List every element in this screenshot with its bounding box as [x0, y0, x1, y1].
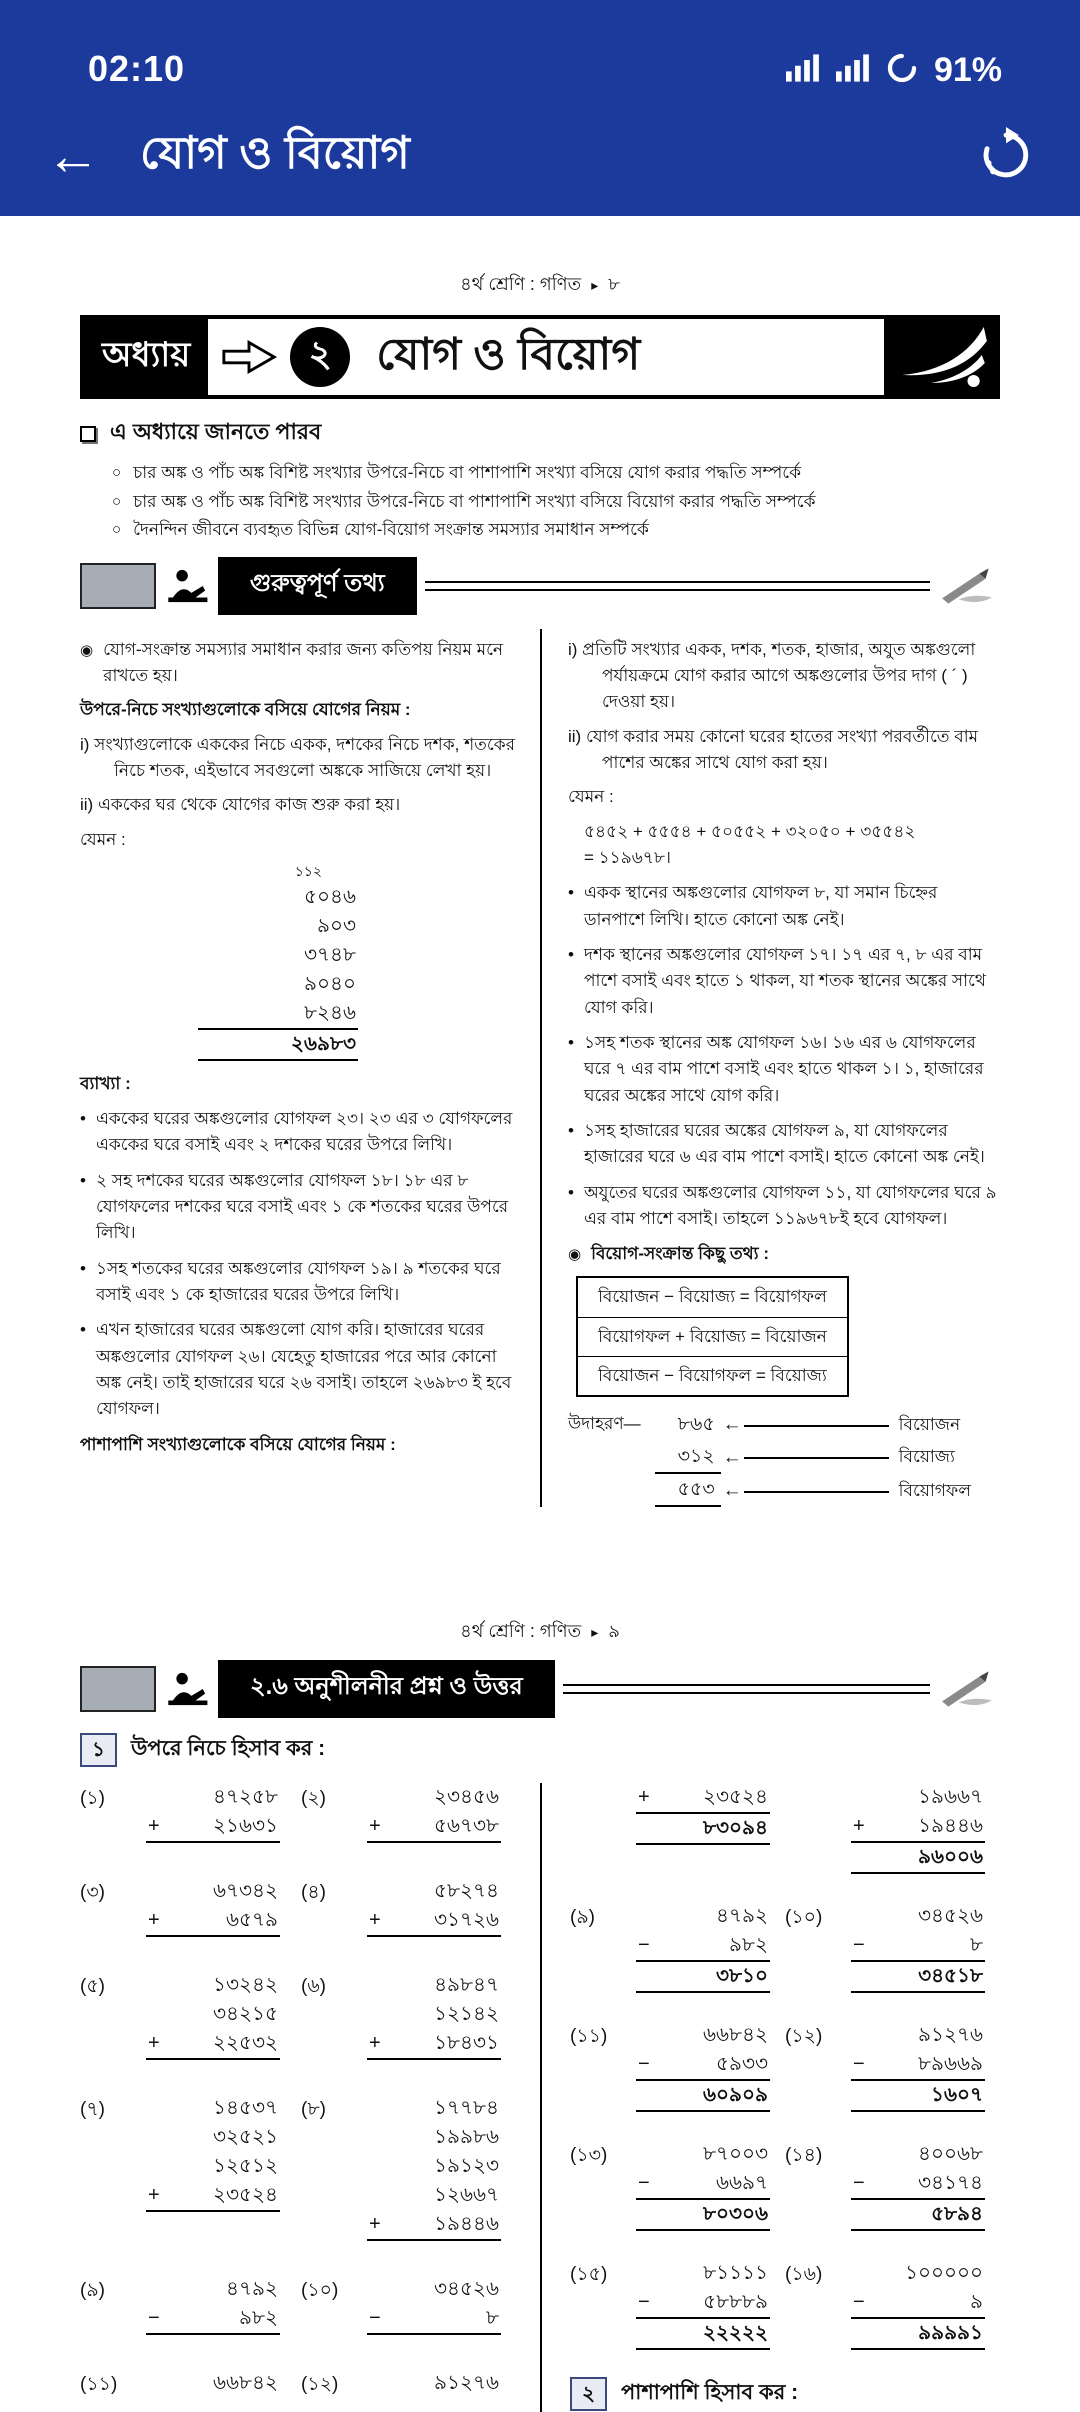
equation-result: = ১১৯৬৭৮।: [584, 847, 671, 867]
number-row: − ৫৮৮৮৯: [636, 2288, 770, 2319]
result-row: ৯৬০০৬: [851, 1843, 985, 1874]
math-problem: [785, 2259, 1000, 2350]
number-row: ৩৪২১৫: [213, 2003, 278, 2026]
bullet-icon: •: [568, 1182, 574, 1202]
problems-left-half: [80, 1783, 540, 2412]
problem-number: [570, 1783, 628, 1784]
number-row: ১৯১২৩: [434, 2155, 499, 2178]
number-row: − ৫৯৩৩: [636, 2050, 770, 2081]
reading-person-icon: [166, 1670, 212, 1708]
exercise-number-badge: ১: [80, 1733, 117, 1767]
exercise-2-heading: ২ পাশাপাশি হিসাব কর :: [570, 2350, 1000, 2411]
data-saver-icon: [886, 52, 918, 89]
book-title: ৪র্থ শ্রেণি : গণিত: [460, 1621, 582, 1642]
page-number: ৮: [608, 274, 620, 294]
operator-sign: −: [853, 1934, 865, 1957]
page-2: [80, 1617, 1000, 2412]
number-stack: [636, 2021, 770, 2112]
reading-person-icon: [166, 567, 212, 605]
list-item: • অযুতের ঘরের অঙ্কগুলোর যোগফল ১১, যা যোগফলের ঘরে ৯ এর বাম পাশে বসাই। তাহলে ১১৯৬৭৮ই হবে যোগফল।: [568, 1180, 1000, 1233]
number-row: + ২৩৫২৪: [146, 2181, 280, 2212]
chapter-title: যোগ ও বিয়োগ: [376, 329, 641, 379]
problem-number: (১০): [785, 1907, 823, 1929]
number-stack: [367, 2275, 501, 2335]
section-title: গুরুত্বপূর্ণ তথ্য: [218, 557, 417, 615]
bullet-icon: •: [80, 1258, 86, 1278]
left-arrow-icon: ←: [721, 1442, 889, 1473]
number-row: ১২৫১২: [213, 2155, 278, 2178]
math-problem: [570, 2021, 785, 2112]
number-stack: [636, 2140, 770, 2231]
block-arrow-icon: [220, 337, 278, 377]
math-problem: [80, 2369, 301, 2402]
math-problem: [301, 2094, 522, 2241]
number-row: ৮১১১১: [703, 2262, 768, 2285]
number-stack: [851, 2021, 985, 2112]
rotate-icon: [978, 127, 1034, 186]
status-icons: [786, 51, 1002, 90]
publisher-emblem-icon: [884, 319, 996, 395]
problem-number: (১১): [80, 2374, 118, 2396]
operator-sign: −: [638, 2053, 650, 2076]
problem-number: (৯): [570, 1907, 595, 1929]
number-row: − ৮: [851, 1931, 985, 1962]
operator-sign: −: [853, 2172, 865, 2195]
explanation-list: [80, 1106, 516, 1423]
number-row: ১৯৯৮৬: [434, 2126, 499, 2149]
bullet-icon: •: [568, 1032, 574, 1052]
equation: ৫৪৫২ + ৫৫৫৪ + ৫০৫৫২ + ৩২০৫০ + ৩৫৫৪২: [584, 821, 916, 841]
number-stack: [367, 1783, 501, 1843]
number-stack: [146, 1971, 280, 2060]
carry-digits: ১১২: [294, 862, 322, 879]
example-label: যেমন :: [568, 787, 614, 807]
two-column-text: [80, 629, 1000, 1508]
bullet-icon: •: [80, 1320, 86, 1340]
problem-number: (৭): [80, 2099, 106, 2121]
subtraction-formulas: [576, 1276, 849, 1397]
number-row: ৩৭৪৮: [304, 943, 356, 966]
exercise-1-heading: ১ উপরে নিচে হিসাব কর :: [80, 1732, 1000, 1767]
number-row: + ৩১৭২৬: [367, 1906, 501, 1937]
intro-item: ○ চার অঙ্ক ও পাঁচ অঙ্ক বিশিষ্ট সংখ্যার উপরে-নিচে বা পাশাপাশি সংখ্যা বসিয়ে যোগ করার পদ্ধতি সম্পর্কে: [112, 460, 1000, 486]
math-problem: [570, 2140, 785, 2231]
fisheye-bullet-icon: ◉: [568, 1246, 582, 1264]
number-row: − ৬৬৯৭: [636, 2169, 770, 2200]
problems-area: [80, 1783, 1000, 2412]
number-stack: [146, 2369, 280, 2398]
chapter-banner: [80, 315, 1000, 399]
operator-sign: −: [369, 2307, 381, 2330]
number-row: ১৯৬৬৭: [918, 1786, 983, 1809]
math-problem: [301, 2369, 522, 2402]
number-stack: [851, 1783, 985, 1874]
number-row: ৫০৪৬: [304, 885, 356, 908]
number-row: ৩৪৫২৬: [918, 1905, 983, 1928]
status-bar: [0, 0, 1080, 96]
math-problem: [785, 1902, 1000, 1993]
number-row: ৯১২৭৬: [918, 2024, 983, 2047]
book-title: ৪র্থ শ্রেণি : গণিত: [460, 274, 582, 294]
result-row: ২৬৯৮৩: [198, 1030, 358, 1061]
math-problem: [785, 1783, 1000, 1874]
explanation-list: [568, 880, 1000, 1232]
chapter-label: অধ্যায়: [84, 319, 208, 395]
list-item: • ১সহ শতক স্থানের অঙ্ক যোগফল ১৬। ১৬ এর ৬ যোগফলের ঘরে ৭ এর বাম পাশে বসাই এবং হাতে থাকল ১। ১, হাজারের ঘরের অঙ্কের সাথে যোগ করি।: [568, 1030, 1000, 1109]
checkbox-icon: [80, 426, 96, 442]
result-row: ৮০৩০৬: [636, 2200, 770, 2231]
battery-percent: 91%: [933, 51, 1002, 89]
intro-heading: এ অধ্যায়ে জানতে পারব: [80, 415, 1000, 452]
list-item: • ১সহ হাজারের ঘরের অঙ্কের যোগফল ৯, যা যোগফলের হাজারের ঘরে ৬ এর বাম পাশে বসাই। হাতে কোনো অঙ্ক নেই।: [568, 1118, 1000, 1171]
bullet-icon: •: [80, 1170, 86, 1190]
number-row: ১৪৫৩৭: [213, 2097, 278, 2120]
operator-sign: +: [369, 1815, 381, 1838]
number-row: − ৮৯৬৬৯: [851, 2050, 985, 2081]
page-title: যোগ ও বিয়োগ: [140, 126, 410, 178]
page-marker-icon: ▸: [591, 277, 599, 293]
list-item: • একক স্থানের অঙ্কগুলোর যোগফল ৮, যা সমান চিহ্নের ডানপাশে লিখি। হাতে কোনো অঙ্ক নেই।: [568, 880, 1000, 933]
addition-example: [198, 861, 516, 1061]
operator-sign: +: [148, 2032, 160, 2055]
problems-right-half: [540, 1783, 1000, 2412]
app-bar: [0, 96, 1080, 216]
formula: বিয়োজন − বিয়োগফল = বিয়োজ্য: [598, 1366, 827, 1386]
subtraction-row: [655, 1409, 971, 1440]
operator-sign: −: [638, 1934, 650, 1957]
rule-line: [425, 581, 930, 591]
operator-sign: −: [853, 2053, 865, 2076]
number-stack: [367, 1877, 501, 1937]
clock: 02:10: [88, 48, 186, 89]
number-row: ৬৭৩৪২: [213, 1880, 278, 1903]
number-row: ১২৬৬৭: [434, 2184, 499, 2207]
explanation-heading: ব্যাখ্যা :: [80, 1073, 131, 1093]
back-button[interactable]: ←: [46, 126, 100, 186]
operator-sign: −: [638, 2172, 650, 2195]
number-stack: [636, 1902, 770, 1993]
number-row: − ৮: [367, 2304, 501, 2335]
problem-number: (৫): [80, 1976, 105, 1998]
circle-bullet-icon: ○: [112, 464, 122, 481]
number-stack: [367, 2094, 501, 2241]
number-stack: [851, 2140, 985, 2231]
problem-number: (৮): [301, 2099, 326, 2121]
gray-block: [80, 563, 156, 609]
number-row: ৪৭৯২: [716, 1905, 768, 1928]
exercise-number-badge: ২: [570, 2377, 607, 2411]
subtraction-info-heading: ◉ বিয়োগ-সংক্রান্ত কিছু তথ্য :: [568, 1241, 1000, 1268]
number-row: − ৯৮২: [146, 2304, 280, 2335]
result-row: ৬০৯০৯: [636, 2081, 770, 2112]
math-problem: [785, 2021, 1000, 2112]
list-item: • ২ সহ দশকের ঘরের অঙ্কগুলোর যোগফল ১৮। ১৮ এর ৮ যোগফলের দশকের ঘরে বসাই এবং ১ কে শতকের ঘরের উপরে লিখি।: [80, 1168, 516, 1247]
rule-line: [563, 1684, 930, 1694]
number-row: ১২১৪২: [434, 2003, 499, 2026]
math-problem: [301, 1971, 522, 2060]
operator-sign: +: [369, 1909, 381, 1932]
page1-left-column: [80, 629, 540, 1508]
problem-number: (১৩): [570, 2145, 608, 2167]
operator-sign: +: [638, 1786, 650, 1809]
problem-number: (১৫): [570, 2264, 608, 2286]
page-marker-icon: ▸: [591, 1624, 599, 1641]
problem-number: (১): [80, 1788, 105, 1810]
number-row: − ৩৪১৭৪: [851, 2169, 985, 2200]
number-row: ৩৪৫২৬: [434, 2278, 499, 2301]
number-row: ৮২৪৬: [198, 999, 358, 1030]
rule-item: ii) এককের ঘর থেকে যোগের কাজ শুরু করা হয়।: [80, 795, 401, 815]
left-arrow-icon: ←: [721, 1409, 889, 1440]
number-row: + ৬৫৭৯: [146, 1906, 280, 1937]
number-row: ৪৯৮৪৭: [434, 1974, 499, 1997]
example-label: যেমন :: [80, 829, 126, 849]
gray-block: [80, 1666, 156, 1712]
operator-sign: −: [638, 2291, 650, 2314]
number-stack: [146, 2275, 280, 2335]
math-problem: [570, 1783, 785, 1874]
number-row: + ২৩৫২৪: [636, 1783, 770, 1814]
result-row: ৯৯৯৯১: [851, 2319, 985, 2350]
fisheye-bullet-icon: ◉: [80, 641, 94, 659]
number-row: ৯০৪০: [304, 972, 356, 995]
number-row: + ২২৫৩২: [146, 2029, 280, 2060]
next-rule-heading: পাশাপাশি সংখ্যাগুলোকে বসিয়ে যোগের নিয়ম :: [80, 1434, 396, 1454]
term-label: বিয়োগফল: [898, 1480, 972, 1500]
result-row: ২২২২২: [636, 2319, 770, 2350]
number-stack: [146, 2094, 280, 2212]
math-problem: [570, 1902, 785, 1993]
math-problem: [570, 2259, 785, 2350]
problem-number: (১২): [785, 2026, 823, 2048]
section-title: ২.৬ অনুশীলনীর প্রশ্ন ও উত্তর: [218, 1660, 555, 1718]
number-stack: [146, 1877, 280, 1937]
number-stack: [146, 1783, 280, 1843]
subtraction-example: [568, 1409, 1000, 1507]
number-row: ৮৭০০৩: [703, 2143, 768, 2166]
number-stack: [367, 2369, 501, 2398]
math-problem: [301, 1877, 522, 1937]
number-row: + ১৯৪৪৬: [851, 1812, 985, 1843]
list-item: • এককের ঘরের অঙ্কগুলোর যোগফল ২৩। ২৩ এর ৩ যোগফলের এককের ঘরে বসাই এবং ২ দশকের ঘরের উপরে লিখি।: [80, 1106, 516, 1159]
term-label: বিয়োজ্য: [898, 1447, 955, 1467]
number-row: ২৩৪৫৬: [434, 1786, 499, 1809]
number-row: ৫৮২৭৪: [434, 1880, 499, 1903]
number-row: + ১৯৪৪৬: [367, 2210, 501, 2241]
number-row: ১০০০০০: [905, 2262, 983, 2285]
example-heading: উদাহরণ—: [568, 1414, 641, 1434]
intro-item: ○ দৈনন্দিন জীবনে ব্যবহৃত বিভিন্ন যোগ-বিয়োগ সংক্রান্ত সমস্যার সমাধান সম্পর্কে: [112, 517, 1000, 543]
rule-heading: উপরে-নিচে সংখ্যাগুলোকে বসিয়ে যোগের নিয়ম :: [80, 700, 411, 720]
circle-bullet-icon: ○: [112, 492, 122, 510]
rule-item: ii) যোগ করার সময় কোনো ঘরের হাতের সংখ্যা পরবর্তীতে বাম পাশের অঙ্কের সাথে যোগ করা হয়।: [568, 726, 979, 772]
page-2-running-head: [80, 1617, 1000, 1648]
rotate-button[interactable]: [978, 127, 1034, 186]
signal-icon: [786, 54, 820, 87]
document-viewer[interactable]: [0, 216, 1080, 2412]
subtraction-row: [655, 1441, 971, 1474]
operator-sign: −: [148, 2307, 160, 2330]
result-row: ৩৮১০: [636, 1962, 770, 1993]
formula: বিয়োগফল + বিয়োজ্য = বিয়োজন: [578, 1318, 847, 1357]
answers-grid: [570, 1783, 1000, 2350]
formula: বিয়োজন − বিয়োজ্য = বিয়োগফল: [578, 1278, 847, 1317]
problem-number: (১০): [301, 2280, 339, 2302]
page1-right-column: [540, 629, 1000, 1508]
subtraction-rows: [655, 1409, 971, 1507]
math-problem: [301, 1783, 522, 1843]
page-1: [80, 270, 1000, 1507]
section-bar-exercise: [80, 1662, 1000, 1716]
signal-icon-2: [836, 54, 870, 87]
number-row: ৩২৫২১: [213, 2126, 278, 2149]
number-stack: [198, 861, 516, 1061]
circle-bullet-icon: ○: [112, 521, 122, 538]
number-stack: [851, 2259, 985, 2350]
list-item: • দশক স্থানের অঙ্কগুলোর যোগফল ১৭। ১৭ এর ৭, ৮ এর বাম পাশে বসাই এবং হাতে ১ থাকল, যা শতক স্থানের অঙ্কের সাথে যোগ করি।: [568, 942, 1000, 1021]
term-label: বিয়োজন: [898, 1415, 961, 1435]
page-1-running-head: [80, 270, 1000, 301]
operator-sign: −: [853, 2291, 865, 2314]
number-stack: [636, 1783, 770, 1845]
number-row: ৪৭২৫৮: [213, 1786, 278, 1809]
left-arrow-icon: ←: [721, 1475, 889, 1506]
number-stack: [851, 1902, 985, 1993]
bullet-icon: •: [80, 1108, 86, 1128]
problem-number: (২): [301, 1788, 327, 1810]
math-problem: [80, 1877, 301, 1937]
problem-number: (৯): [80, 2280, 105, 2302]
lead-note: ◉ যোগ-সংক্রান্ত সমস্যার সমাধান করার জন্য কতিপয় নিয়ম মনে রাখতে হয়।: [80, 637, 516, 690]
operator-sign: +: [369, 2213, 381, 2236]
number-row: ৯১২৭৬: [434, 2372, 499, 2395]
number-stack: [636, 2259, 770, 2350]
number-row: + ২১৬৩১: [146, 1812, 280, 1843]
number-row: − ৯৮২: [636, 1931, 770, 1962]
result-row: ৫৮৯৪: [851, 2200, 985, 2231]
operator-sign: +: [369, 2032, 381, 2055]
number-row: ৯০৩: [317, 914, 356, 937]
intro-item: ○ চার অঙ্ক ও পাঁচ অঙ্ক বিশিষ্ট সংখ্যার উপরে-নিচে বা পাশাপাশি সংখ্যা বসিয়ে বিয়োগ করার পদ্ধতি সম্পর্কে: [112, 489, 1000, 515]
result-row: ১৬০৭: [851, 2081, 985, 2112]
operator-sign: +: [148, 1909, 160, 1932]
number-row: ৪৭৯২: [226, 2278, 278, 2301]
section-bar-important-info: [80, 559, 1000, 613]
minuend: ৮৬৫: [677, 1414, 715, 1436]
operator-sign: +: [853, 1815, 865, 1838]
rule-item: i) সংখ্যাগুলোকে এককের নিচে একক, দশকের নিচে দশক, শতকের নিচে শতক, এইভাবে সবগুলো অঙ্ককে সাজিয়ে লেখা হয়।: [80, 734, 515, 780]
subtraction-row: [655, 1474, 971, 1507]
math-problem: [80, 1783, 301, 1843]
list-item: • এখন হাজারের ঘরের অঙ্কগুলো যোগ করি। হাজারের ঘরের অঙ্কগুলোর যোগফল ২৬। যেহেতু হাজারের পরে আর কোনো অঙ্ক নেই। তাই হাজারের ঘরে ২৬ বসাই। তাহলে ২৬৯৮৩ ই হবে যোগফল।: [80, 1317, 516, 1422]
rule-item: i) প্রতিটি সংখ্যার একক, দশক, শতক, হাজার, অযুত অঙ্কগুলো পর্যায়ক্রমে যোগ করার আগে অঙ্কগুলোর উপর দাগ ( ´ ) দেওয়া হয়।: [568, 639, 976, 712]
number-row: ৪০০৬৮: [918, 2143, 983, 2166]
problem-number: (১৬): [785, 2264, 823, 2286]
difference: ৫৫৩: [655, 1474, 721, 1507]
chapter-number: ২: [290, 327, 350, 387]
chapter-intro: [80, 415, 1000, 543]
problem-number: (৪): [301, 1882, 326, 1904]
problem-number: (১১): [570, 2026, 608, 2048]
number-row: ১৭৭৮৪: [434, 2097, 499, 2120]
number-row: + ৫৬৭৩৮: [367, 1812, 501, 1843]
problem-number: (৩): [80, 1882, 106, 1904]
operator-sign: +: [148, 1815, 160, 1838]
problem-number: (১২): [301, 2374, 339, 2396]
writing-hand-icon: [938, 1669, 1000, 1709]
writing-hand-icon: [938, 566, 1000, 606]
horizontal-addition-example: [584, 819, 1000, 872]
problem-number: [785, 1783, 843, 1784]
number-row: ৬৬৮৪২: [213, 2372, 278, 2395]
math-problem: [80, 1971, 301, 2060]
math-problem: [80, 2094, 301, 2241]
number-row: + ১৮৪৩১: [367, 2029, 501, 2060]
bullet-icon: •: [568, 883, 574, 903]
result-row: ৩৪৫১৮: [851, 1962, 985, 1993]
number-row: ৬৬৮৪২: [703, 2024, 768, 2047]
number-row: − ৯: [851, 2288, 985, 2319]
problem-number: (১৪): [785, 2145, 823, 2167]
math-problem: [785, 2140, 1000, 2231]
problem-number: (৬): [301, 1976, 327, 1998]
math-problem: [80, 2275, 301, 2335]
bullet-icon: •: [568, 944, 574, 964]
number-row: ১৩২৪২: [213, 1974, 278, 1997]
bullet-icon: •: [568, 1121, 574, 1140]
math-problem: [301, 2275, 522, 2335]
operator-sign: +: [148, 2184, 160, 2207]
page-number: ৯: [608, 1621, 620, 1642]
number-stack: [367, 1971, 501, 2060]
result-row: ৮৩০৯৪: [636, 1814, 770, 1845]
subtrahend: ৩১২: [655, 1441, 721, 1474]
list-item: • ১সহ শতকের ঘরের অঙ্কগুলোর যোগফল ১৯। ৯ শতকের ঘরে বসাই এবং ১ কে হাজারের ঘরের উপরে লিখি।: [80, 1256, 516, 1309]
